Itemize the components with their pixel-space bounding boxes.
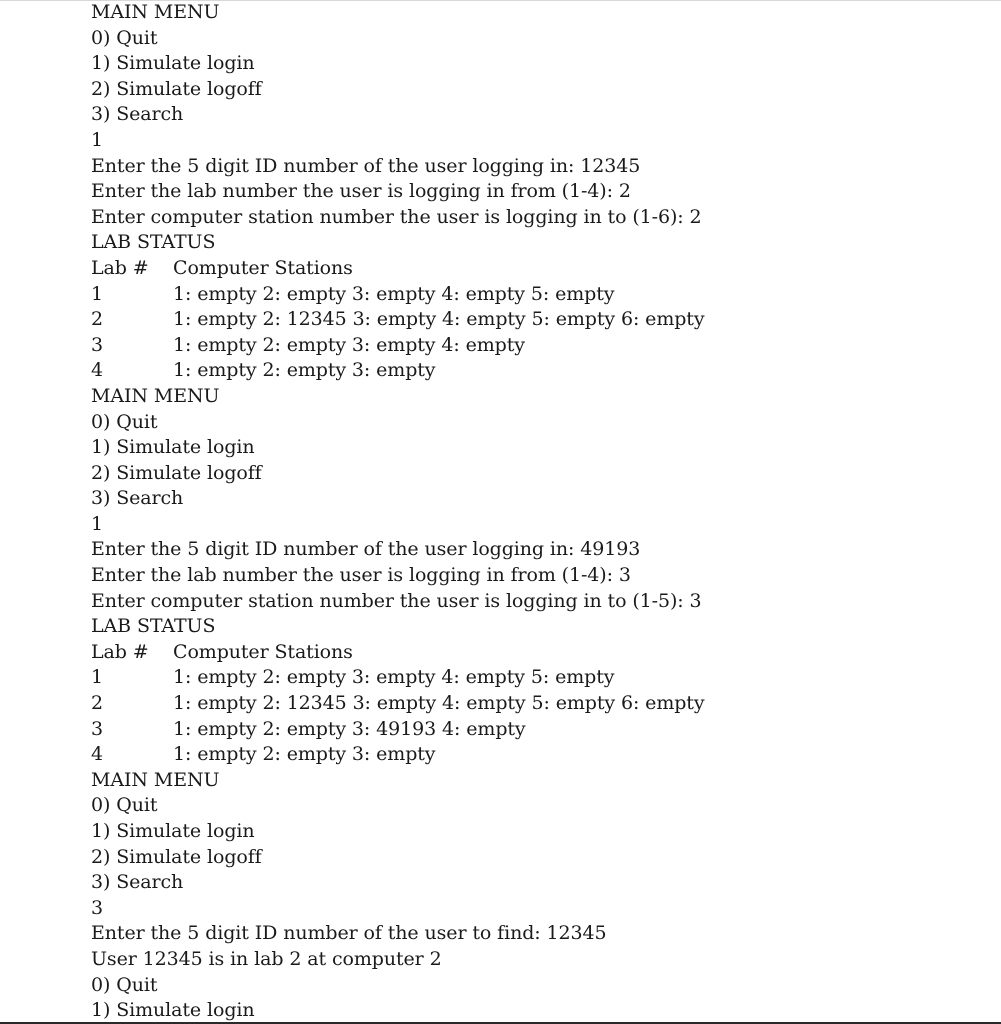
stations-column-header: Computer Stations <box>173 256 353 279</box>
prompt-station-number: Enter computer station number the user is logging in to (1-5): 3 <box>91 589 702 612</box>
user-choice: 1 <box>91 128 103 151</box>
lab-number: 4 <box>91 359 103 382</box>
lab-column-header: Lab # <box>91 640 149 663</box>
lab-number: 3 <box>91 333 103 356</box>
menu-option-quit: 0) Quit <box>91 410 158 433</box>
lab-status-row <box>91 282 991 308</box>
menu-option-search: 3) Search <box>91 487 184 510</box>
lab-status-row <box>91 307 991 333</box>
menu-option-quit: 0) Quit <box>91 794 158 817</box>
console-output <box>91 0 991 1024</box>
lab-number: 1 <box>91 282 103 305</box>
lab-stations: 1: empty 2: 12345 3: empty 4: empty 5: empty 6: empty <box>173 692 705 715</box>
lab-status-title: LAB STATUS <box>91 615 216 638</box>
lab-column-header: Lab # <box>91 256 149 279</box>
menu-option-quit: 0) Quit <box>91 26 158 49</box>
lab-stations: 1: empty 2: empty 3: empty <box>173 359 436 382</box>
lab-number: 1 <box>91 666 103 689</box>
prompt-lab-number: Enter the lab number the user is logging in from (1-4): 3 <box>91 564 631 587</box>
menu-option-login: 1) Simulate login <box>91 436 255 459</box>
lab-stations: 1: empty 2: empty 3: empty 4: empty 5: empty <box>173 666 615 689</box>
lab-number: 2 <box>91 692 103 715</box>
menu-option-quit: 0) Quit <box>91 973 158 996</box>
menu-option-logoff: 2) Simulate logoff <box>91 845 262 868</box>
prompt-user-id: Enter the 5 digit ID number of the user logging in: 12345 <box>91 154 641 177</box>
prompt-station-number: Enter computer station number the user is logging in to (1-6): 2 <box>91 205 702 228</box>
lab-stations: 1: empty 2: empty 3: 49193 4: empty <box>173 717 526 740</box>
lab-status-row <box>91 717 991 743</box>
search-result: User 12345 is in lab 2 at computer 2 <box>91 947 442 970</box>
lab-number: 4 <box>91 743 103 766</box>
lab-status-row <box>91 691 991 717</box>
prompt-search-id: Enter the 5 digit ID number of the user to find: 12345 <box>91 922 607 945</box>
menu-title: MAIN MENU <box>91 768 220 791</box>
menu-title: MAIN MENU <box>91 1 220 23</box>
lab-status-row <box>91 742 991 768</box>
lab-stations: 1: empty 2: empty 3: empty 4: empty 5: empty <box>173 282 615 305</box>
menu-option-logoff: 2) Simulate logoff <box>91 77 262 100</box>
lab-number: 3 <box>91 717 103 740</box>
menu-option-logoff: 2) Simulate logoff <box>91 461 262 484</box>
lab-status-row <box>91 665 991 691</box>
menu-title: MAIN MENU <box>91 384 220 407</box>
menu-option-search: 3) Search <box>91 871 184 894</box>
menu-option-login: 1) Simulate login <box>91 52 255 75</box>
lab-number: 2 <box>91 308 103 331</box>
menu-option-login: 1) Simulate login <box>91 820 255 842</box>
menu-option-search: 3) Search <box>91 103 184 126</box>
lab-status-header <box>91 256 991 282</box>
lab-status-header <box>91 640 991 666</box>
lab-stations: 1: empty 2: 12345 3: empty 4: empty 5: empty 6: empty <box>173 308 705 331</box>
lab-status-row <box>91 333 991 359</box>
prompt-lab-number: Enter the lab number the user is logging in from (1-4): 2 <box>91 180 631 203</box>
lab-stations: 1: empty 2: empty 3: empty 4: empty <box>173 333 525 356</box>
stations-column-header: Computer Stations <box>173 640 353 663</box>
user-choice: 3 <box>91 896 103 919</box>
menu-option-login: 1) Simulate login <box>91 999 255 1022</box>
lab-status-title: LAB STATUS <box>91 231 216 254</box>
user-choice: 1 <box>91 512 103 535</box>
prompt-user-id: Enter the 5 digit ID number of the user logging in: 49193 <box>91 538 641 561</box>
lab-stations: 1: empty 2: empty 3: empty <box>173 743 436 766</box>
lab-status-row <box>91 358 991 384</box>
